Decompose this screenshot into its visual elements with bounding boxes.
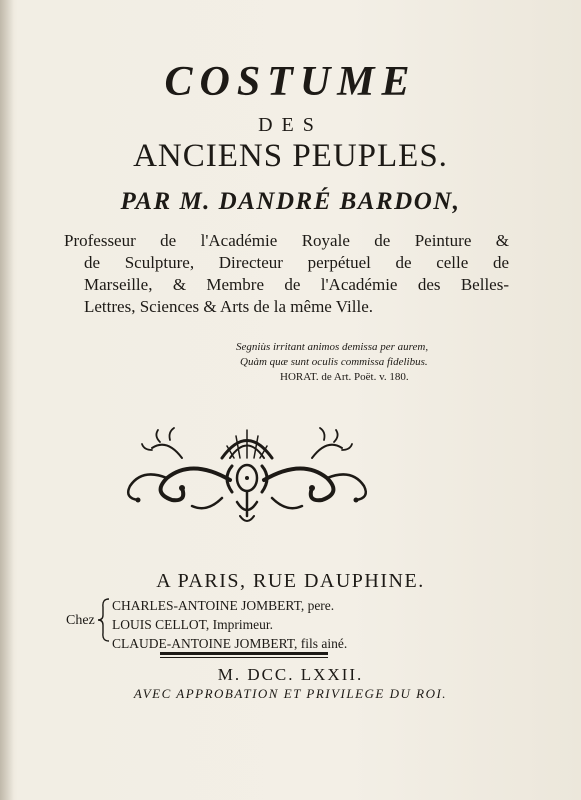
epigraph [210,340,460,385]
description-line: Marseille, & Membre de l'Académie des Belles- [84,275,509,294]
epigraph-line-2: Quàm quæ sunt oculis commissa fidelibus. [240,356,428,368]
epigraph-line-1: Segniùs irritant animos demissa per aurem, [236,341,429,353]
double-rule-thin [160,657,328,658]
title-line-1: COSTUME [164,59,417,105]
description-line: Lettres, Sciences & Arts de la même Ville. [84,297,373,316]
author-line: PAR M. DANDRÉ BARDON, [120,188,461,215]
royal-approval: AVEC APPROBATION ET PRIVILEGE DU ROI. [133,686,448,701]
publisher-prefix: Chez [66,613,95,628]
author-description [64,230,509,318]
description-line: Professeur de l'Académie Royale de Peinture & [64,231,509,250]
title-line-3: ANCIENS PEUPLES. [133,138,448,174]
brace-icon [97,597,111,643]
publisher-entry: CLAUDE-ANTOINE JOMBERT, fils ainé. [112,636,348,651]
imprint-place: A PARIS, RUE DAUPHINE. [156,570,425,592]
epigraph-citation: HORAT. de Art. Poët. v. 180. [280,371,409,383]
publisher-entry: CHARLES-ANTOINE JOMBERT, pere. [112,598,335,613]
publisher-entry: LOUIS CELLOT, Imprimeur. [112,617,273,632]
description-line: de Sculpture, Directeur perpétuel de celle de [84,253,509,272]
double-rule-thick [160,652,328,655]
title-line-2: DES [258,114,323,136]
publisher-list [112,596,347,653]
publication-date: M. DCC. LXXII. [217,665,364,684]
ornament-vignette-icon [122,418,372,528]
